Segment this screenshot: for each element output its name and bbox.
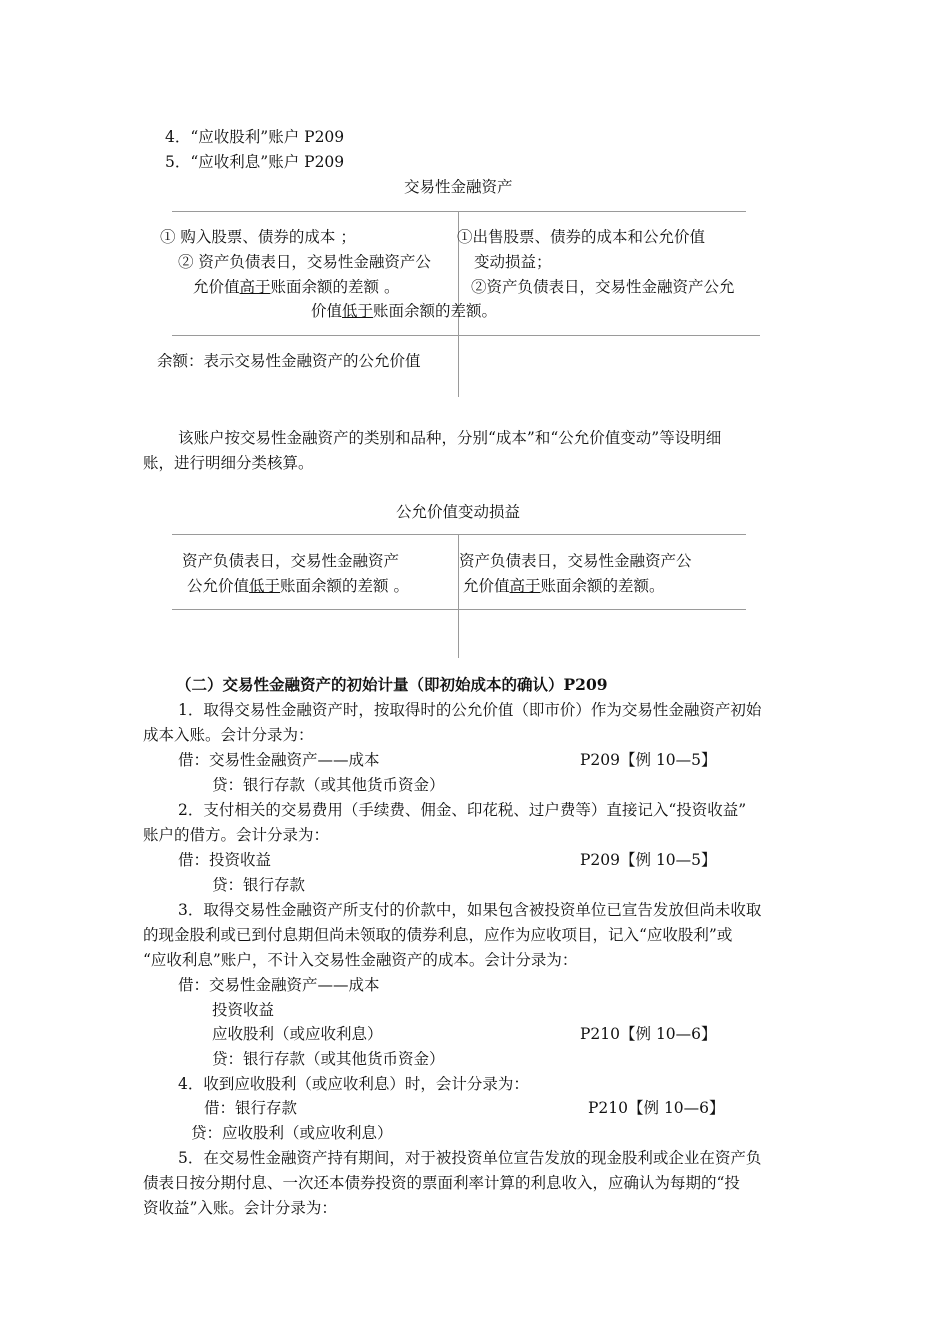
paragraph-line: 债表日按分期付息、一次还本债券投资的票面利率计算的利息收入，应确认为每期的“投: [143, 1174, 740, 1192]
journal-credit: 贷：银行存款: [212, 876, 306, 894]
credit-line: ②资产负债表日，交易性金融资产公允: [471, 278, 735, 296]
journal-debit-line: 应收股利（或应收利息）: [212, 1025, 383, 1043]
section-heading: （二）交易性金融资产的初始计量（即初始成本的确认）P209: [176, 675, 608, 694]
debit-line: ① 购入股票、债券的成本 ；: [160, 228, 356, 246]
t-account-top-rule: [172, 211, 746, 212]
t-account-mid-rule: [172, 609, 746, 610]
balance-line: 余额：表示交易性金融资产的公允价值: [157, 352, 421, 370]
example-reference: P209【例 10—5】: [580, 851, 717, 869]
journal-debit: 借：投资收益: [178, 851, 272, 869]
paragraph-line: 资收益”入账。会计分录为：: [143, 1199, 337, 1217]
paragraph-line: 成本入账。会计分录为：: [143, 726, 314, 744]
paragraph-line: “应收利息”账户，不计入交易性金融资产的成本。会计分录为：: [143, 951, 578, 969]
example-reference: P210【例 10—6】: [588, 1099, 725, 1117]
credit-line: 资产负债表日，交易性金融资产公: [459, 552, 692, 570]
paragraph-line: 2．支付相关的交易费用（手续费、佣金、印花税、过户费等）直接记入“投资收益”: [178, 801, 747, 819]
credit-line: 允价值高于账面余额的差额。: [463, 577, 665, 595]
credit-line: 变动损益；: [474, 253, 552, 271]
journal-debit-line: 投资收益: [212, 1001, 275, 1019]
debit-line: 资产负债表日，交易性金融资产: [182, 552, 400, 570]
paragraph-line: 3．取得交易性金融资产所支付的价款中，如果包含被投资单位已宣告发放但尚未收取: [178, 901, 762, 919]
journal-credit: 贷：银行存款（或其他货币资金）: [212, 776, 445, 794]
paragraph-line: 1．取得交易性金融资产时，按取得时的公允价值（即市价）作为交易性金融资产初始: [178, 701, 762, 719]
list-item-4: 4．“应收股利”账户 P209: [165, 128, 345, 146]
t-account-mid-rule: [172, 335, 760, 336]
example-reference: P209【例 10—5】: [580, 751, 717, 769]
paragraph-line: 5．在交易性金融资产持有期间，对于被投资单位宣告发放的现金股利或企业在资产负: [178, 1149, 762, 1167]
paragraph-line: 该账户按交易性金融资产的类别和品种，分别“成本”和“公允价值变动”等设明细: [178, 429, 722, 447]
credit-line: 价值低于账面余额的差额。: [311, 302, 498, 320]
journal-debit: 借：交易性金融资产——成本: [178, 976, 380, 994]
journal-credit: 贷：银行存款（或其他货币资金）: [212, 1050, 445, 1068]
debit-line: ② 资产负债表日，交易性金融资产公: [178, 253, 431, 271]
paragraph-line: 的现金股利或已到付息期但尚未领取的债券利息，应作为应收项目，记入“应收股利”或: [143, 926, 733, 944]
paragraph-line: 4．收到应收股利（或应收利息）时，会计分录为：: [178, 1075, 529, 1093]
journal-debit: 借：银行存款: [204, 1099, 298, 1117]
debit-line: 允价值高于账面余额的差额 。: [193, 278, 400, 296]
t-account-title: 交易性金融资产: [404, 178, 513, 196]
debit-line: 公允价值低于账面余额的差额 。: [187, 577, 409, 595]
t-account-top-rule: [172, 534, 746, 535]
journal-credit: 贷：应收股利（或应收利息）: [191, 1124, 393, 1142]
journal-debit: 借：交易性金融资产——成本: [178, 751, 380, 769]
example-reference: P210【例 10—6】: [580, 1025, 717, 1043]
paragraph-line: 账户的借方。会计分录为：: [143, 826, 330, 844]
credit-line: ①出售股票、债券的成本和公允价值: [457, 228, 706, 246]
paragraph-line: 账，进行明细分类核算。: [143, 454, 314, 472]
list-item-5: 5．“应收利息”账户 P209: [165, 153, 345, 171]
t-account-title: 公允价值变动损益: [396, 503, 521, 521]
